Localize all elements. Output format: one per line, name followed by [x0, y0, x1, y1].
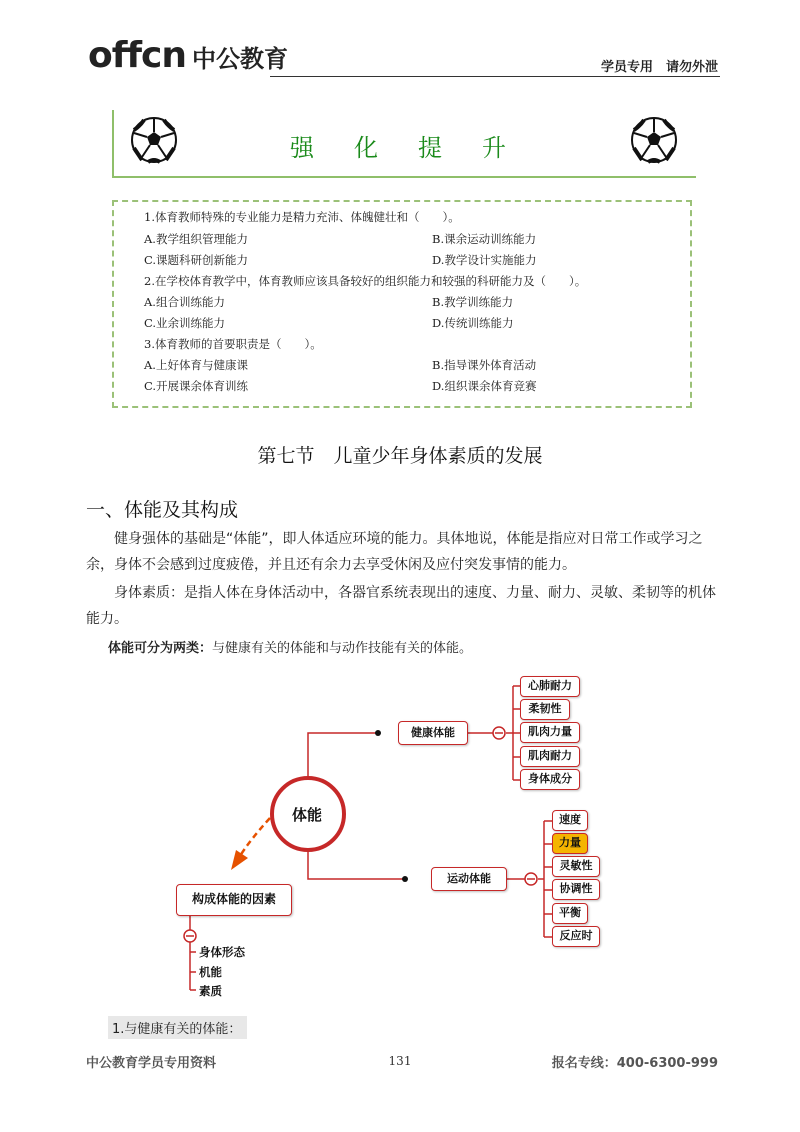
note-text: 与健康有关的体能和与动作技能有关的体能。 [212, 641, 473, 656]
soccer-ball-icon-left [130, 116, 178, 164]
header-confidential-label: 学员专用 请勿外泄 [600, 60, 718, 75]
mindmap-health-item-1: 心肺耐力 [520, 676, 580, 697]
footer-left-text: 中公教育学员专用资料 [86, 1056, 217, 1071]
paragraph-physical-quality: 身体素质：是指人体在身体活动中，各器官系统表现出的速度、力量、耐力、灵敏、柔韧等的机体能力。 [86, 585, 716, 627]
subheading-health-fitness: 1.与健康有关的体能： [108, 1016, 247, 1039]
mindmap-health-item-4: 肌肉耐力 [520, 746, 580, 767]
question-3: 3.体育教师的首要职责是（ ）。 [144, 337, 322, 351]
q2-option-b: B.教学训练能力 [432, 295, 514, 309]
header-rule [270, 76, 720, 77]
q1-option-d: D.教学设计实施能力 [432, 253, 537, 267]
mindmap-motor-item-2: 力量 [552, 833, 588, 854]
q3-option-a: A.上好体育与健康课 [144, 358, 248, 372]
mindmap-connectors [0, 660, 800, 1010]
mindmap-motor-item-6: 反应时 [552, 926, 600, 947]
question-2: 2.在学校体育教学中，体育教师应该具备较好的组织能力和较强的科研能力及（ ）。 [144, 274, 587, 288]
mindmap-motor-item-5: 平衡 [552, 903, 588, 924]
section-title: 第七节 儿童少年身体素质的发展 [257, 445, 543, 467]
q2-option-a: A.组合训练能力 [144, 295, 225, 309]
mindmap-center-node: 体能 [292, 806, 323, 824]
fitness-categories-note [108, 637, 472, 656]
paragraph-fitness-definition: 健身强体的基础是“体能”，即人体适应环境的能力。具体地说，体能是指应对日常工作或学习之余，身体不会感到过度疲倦，并且还有余力去享受休闲及应付突发事情的能力。 [86, 531, 703, 573]
question-1: 1.体育教师特殊的专业能力是精力充沛、体魄健壮和（ ）。 [144, 210, 460, 224]
q2-option-d: D.传统训练能力 [432, 316, 514, 330]
q3-option-c: C.开展课余体育训练 [144, 379, 249, 393]
q3-option-d: D.组织课余体育竞赛 [432, 379, 537, 393]
mindmap-motor-item-3: 灵敏性 [552, 856, 600, 877]
q3-option-b: B.指导课外体育活动 [432, 358, 537, 372]
page-number: 131 [388, 1054, 412, 1068]
note-bold-label: 体能可分为两类： [108, 641, 213, 656]
offcn-logo [88, 35, 289, 76]
footer-hotline: 报名专线：400-6300-999 [551, 1056, 718, 1071]
heading-1: 一、体能及其构成 [86, 499, 239, 521]
soccer-ball-icon-right [630, 116, 678, 164]
mindmap-factor-item-2: 机能 [199, 965, 222, 979]
mindmap-motor-item-4: 协调性 [552, 879, 600, 900]
mindmap-motor-item-1: 速度 [552, 810, 588, 831]
q1-option-c: C.课题科研创新能力 [144, 253, 249, 267]
mindmap-health-fitness-node: 健康体能 [398, 721, 468, 745]
banner-title: 强化提升 [290, 134, 546, 162]
mindmap-health-item-5: 身体成分 [520, 769, 580, 790]
practice-questions-box [112, 200, 692, 408]
q2-option-c: C.业余训练能力 [144, 316, 226, 330]
q1-option-a: A.教学组织管理能力 [144, 232, 248, 246]
mindmap-factors-node: 构成体能的因素 [176, 884, 292, 916]
mindmap-factor-item-3: 素质 [199, 984, 222, 998]
mindmap-factor-item-1: 身体形态 [199, 945, 245, 959]
logo-cn-text: 中公教育 [192, 45, 289, 74]
q1-option-b: B.课余运动训练能力 [432, 232, 537, 246]
mindmap-health-item-2: 柔韧性 [520, 699, 570, 720]
mindmap-health-item-3: 肌肉力量 [520, 722, 580, 743]
logo-en-text: offcn [88, 35, 187, 76]
mindmap-motor-fitness-node: 运动体能 [431, 867, 507, 891]
